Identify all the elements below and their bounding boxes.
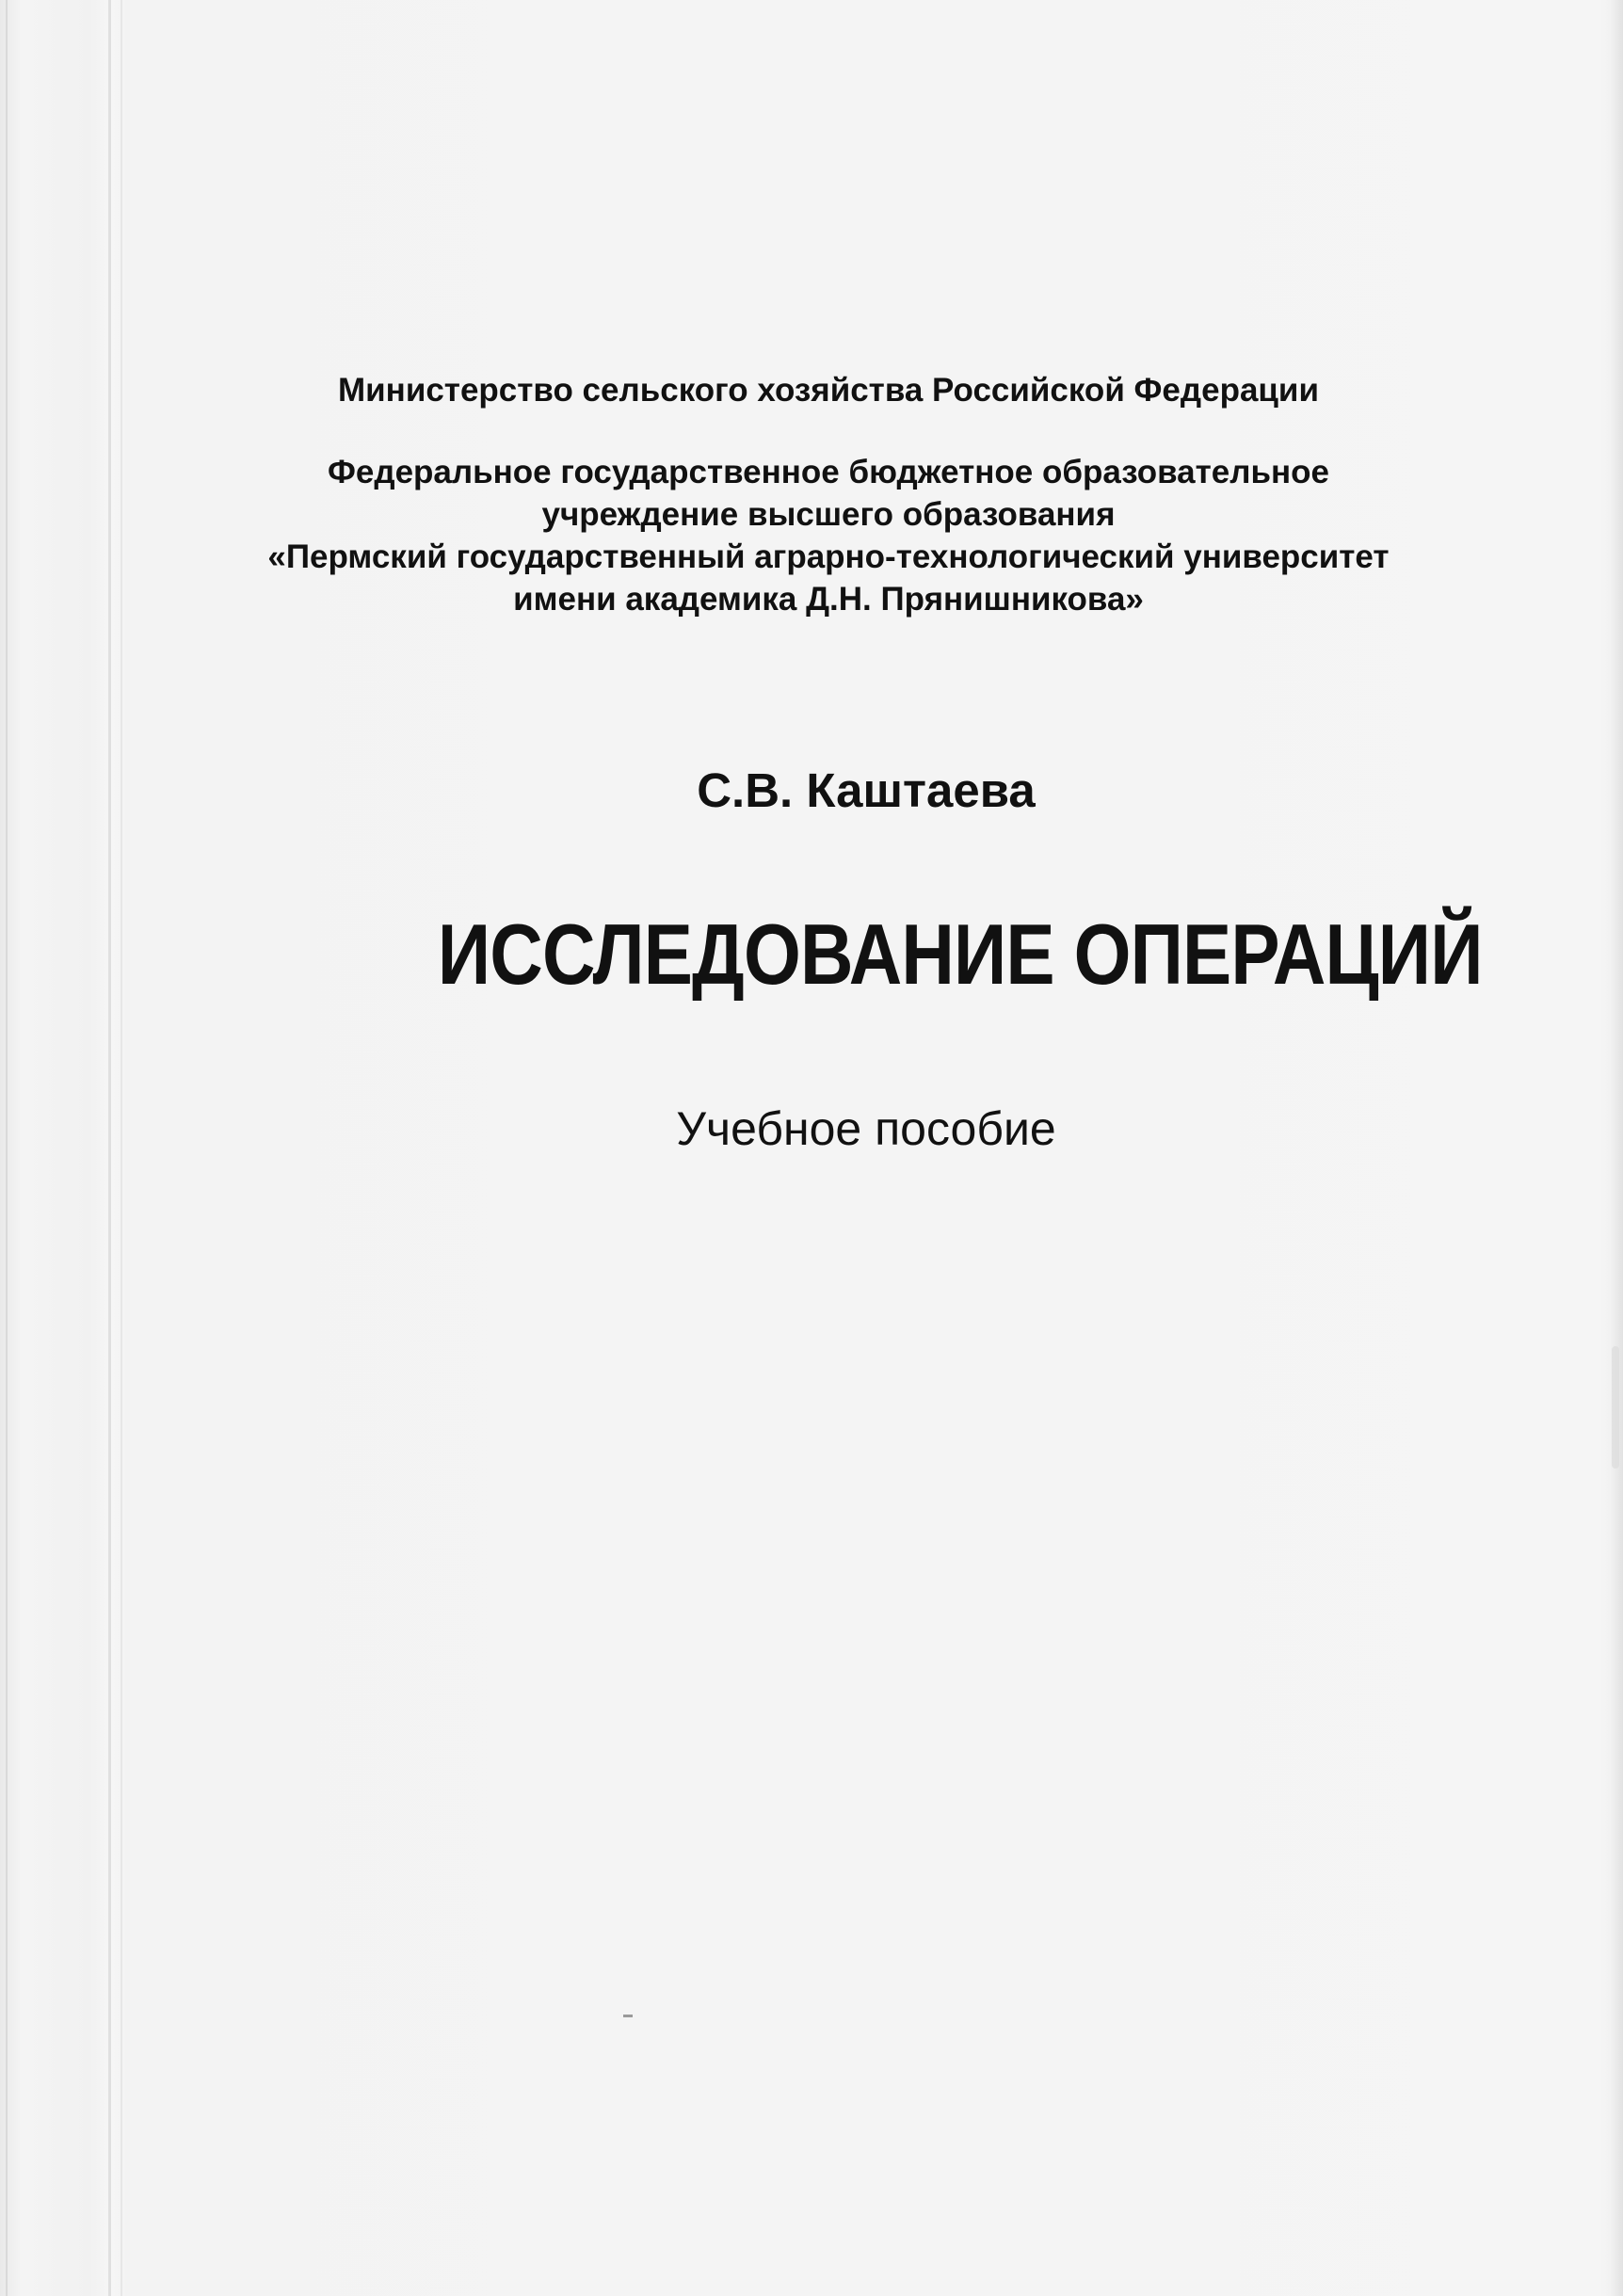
author-name: С.В. Каштаева [697,763,1036,817]
institution-name [132,451,1525,620]
spine-fold-shadow [121,0,122,2296]
ministry-heading: Министерство сельского хозяйства Российской Федерации [338,372,1319,409]
book-subtitle: Учебное пособие [676,1102,1056,1155]
spine-fold-line [108,0,111,2296]
institution-line: учреждение высшего образования [541,496,1116,533]
scan-edge-mark [1612,1346,1619,1469]
institution-line: имени академика Д.Н. Прянишникова» [513,581,1144,618]
institution-line: Федеральное государственное бюджетное образовательное [328,454,1329,490]
book-title: ИССЛЕДОВАНИЕ ОПЕРАЦИЙ [437,907,1483,1003]
page-right-edge-shadow [1610,0,1623,2296]
scan-speck [623,2015,633,2017]
binding-edge-line [6,0,8,2296]
institution-line: «Пермский государственный аграрно-технологический университет [267,538,1390,575]
